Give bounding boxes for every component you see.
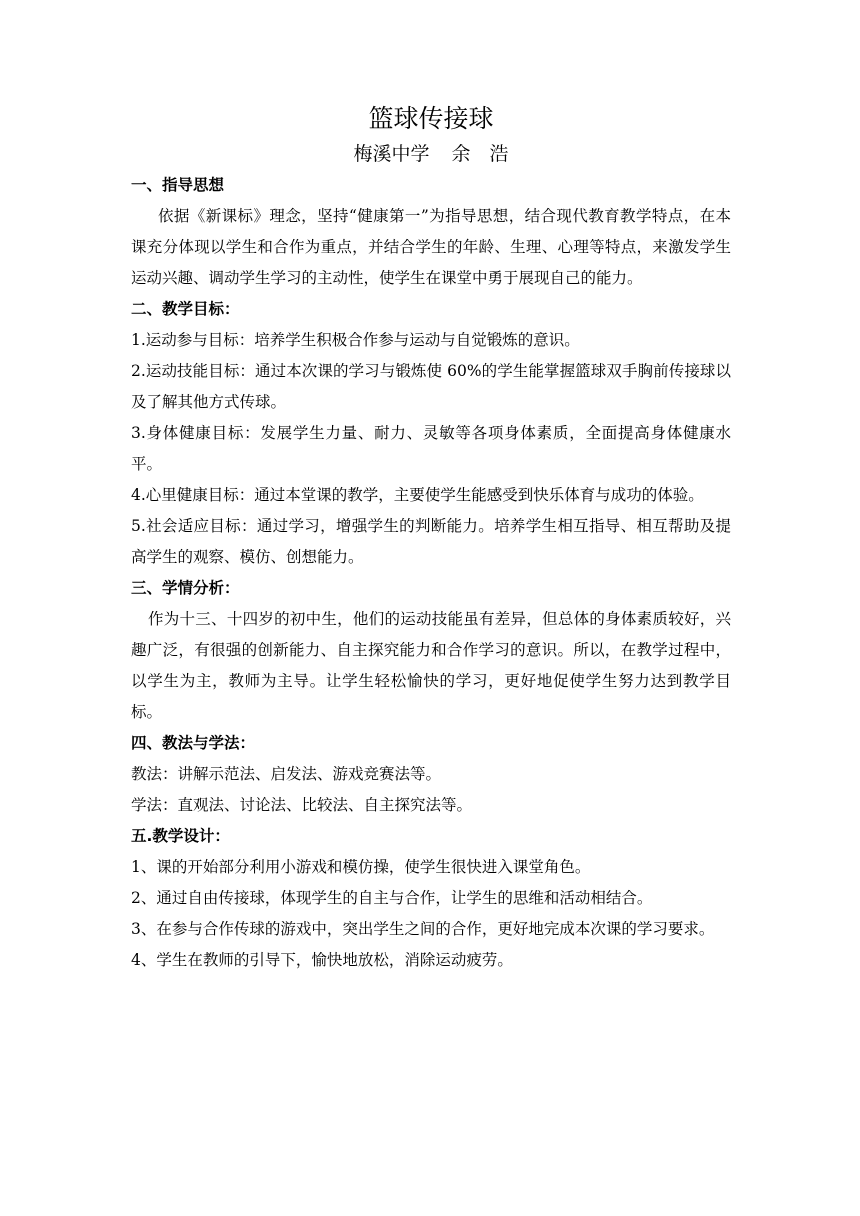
section-heading-guiding-idea: 一、指导思想 xyxy=(131,176,225,194)
design-item: 2、通过自由传接球，体现学生的自主与合作，让学生的思维和活动相结合。 xyxy=(131,889,653,907)
document-subtitle xyxy=(131,138,731,170)
design-item: 1、课的开始部分利用小游戏和模仿操，使学生很快进入课堂角色。 xyxy=(131,858,591,876)
method-item: 教法：讲解示范法、启发法、游戏竞赛法等。 xyxy=(131,765,442,783)
goal-item: 3.身体健康目标：发展学生力量、耐力、灵敏等各项身体素质，全面提高身体健康水平。 xyxy=(131,424,731,473)
section-heading-student-analysis: 三、学情分析： xyxy=(131,579,240,597)
document-title: 篮球传接球 xyxy=(368,104,494,133)
method-item: 学法：直观法、讨论法、比较法、自主探究法等。 xyxy=(131,796,473,814)
document-body xyxy=(131,100,731,976)
design-item: 4、学生在教师的引导下，愉快地放松，消除运动疲劳。 xyxy=(131,951,513,969)
goal-item: 5.社会适应目标：通过学习，增强学生的判断能力。培养学生相互指导、相互帮助及提高学生的观察、模仿、创想能力。 xyxy=(131,517,731,566)
goal-item: 2.运动技能目标：通过本次课的学习与锻炼使 60%的学生能掌握篮球双手胸前传接球以及了解其他方式传球。 xyxy=(131,362,731,411)
author-name: 余 浩 xyxy=(451,143,509,165)
goal-item: 4.心里健康目标：通过本堂课的教学，主要使学生能感受到快乐体育与成功的体验。 xyxy=(131,486,704,504)
goal-item: 1.运动参与目标：培养学生积极合作参与运动与自觉锻炼的意识。 xyxy=(131,331,580,349)
guiding-idea-paragraph: 依据《新课标》理念，坚持“健康第一”为指导思想，结合现代教育教学特点，在本课充分体现以学生和合作为重点，并结合学生的年龄、生理、心理等特点，来激发学生运动兴趣、调动学生学习的主动性，使学生在课堂中勇于展现自己的能力。 xyxy=(131,207,731,287)
section-heading-teaching-design: 五.教学设计： xyxy=(131,827,230,845)
design-item: 3、在参与合作传球的游戏中，突出学生之间的合作，更好地完成本次课的学习要求。 xyxy=(131,920,715,938)
student-analysis-paragraph: 作为十三、十四岁的初中生，他们的运动技能虽有差异，但总体的身体素质较好，兴趣广泛，有很强的创新能力、自主探究能力和合作学习的意识。所以，在教学过程中，以学生为主，教师为主导。让学生轻松愉快的学习，更好地促使学生努力达到教学目标。 xyxy=(131,610,731,721)
school-name: 梅溪中学 xyxy=(353,143,430,165)
section-heading-teaching-goals: 二、教学目标： xyxy=(131,300,240,318)
section-heading-methods: 四、教法与学法： xyxy=(131,734,256,752)
